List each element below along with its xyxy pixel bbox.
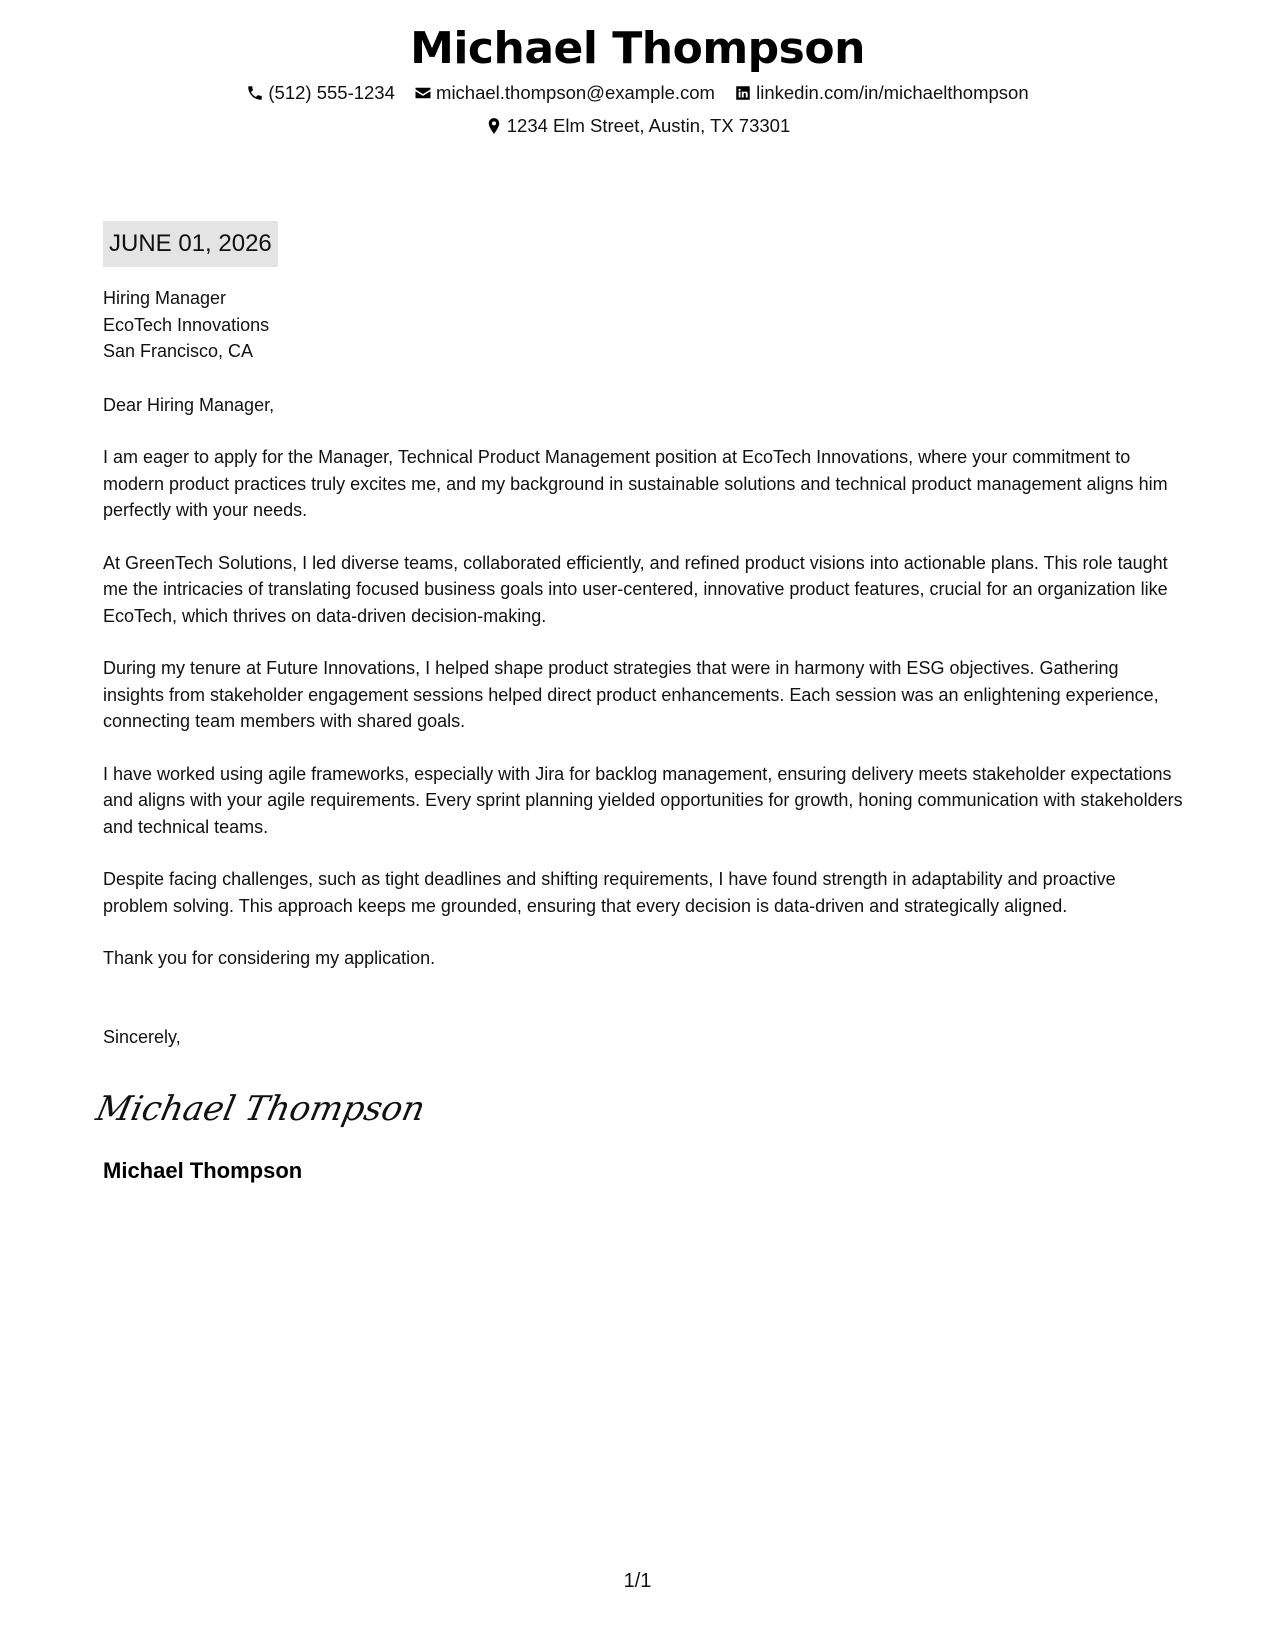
address-text: 1234 Elm Street, Austin, TX 73301	[506, 115, 791, 136]
address-contact	[485, 111, 791, 141]
recipient-location: San Francisco, CA	[103, 341, 254, 361]
sender-name: Michael Thompson	[410, 23, 865, 74]
body-paragraph: I am eager to apply for the Manager, Technical Product Management position at EcoTech Innovations, where your commitment to modern product practices truly excites me, and my background in sustainable solutions and technical product management aligns him perfectly with your needs.	[103, 447, 1168, 520]
envelope-icon	[414, 84, 432, 102]
body-paragraph: I have worked using agile frameworks, especially with Jira for backlog management, ensuring delivery meets stakeholder expectations and aligns with your agile requirements. Every sprint planning yielded opportunities for growth, honing communication with stakeholders and technical teams.	[103, 763, 1183, 837]
address-line	[0, 111, 1275, 144]
contact-line	[0, 78, 1275, 111]
body-paragraph: At GreenTech Solutions, I led diverse teams, collaborated efficiently, and refined product visions into actionable plans. This role taught me the intricacies of translating focused business goals into user-centered, innovative product features, crucial for an organization like EcoTech, which thrives on data-driven decision-making.	[103, 552, 1168, 626]
salutation: Dear Hiring Manager,	[103, 394, 275, 415]
letter-date: JUNE 01, 2026	[103, 221, 278, 267]
phone-text: (512) 555-1234	[268, 82, 395, 103]
letter-body	[92, 285, 1183, 1186]
closing: Sincerely,	[103, 1026, 181, 1047]
signature	[92, 1080, 429, 1140]
body-paragraph: Despite facing challenges, such as tight deadlines and shifting requirements, I have found strength in adaptability and proactive problem solving. This approach keeps me grounded, ensuring that every decision is data-driven and strategically aligned.	[103, 869, 1116, 916]
email-contact	[414, 78, 715, 108]
page-number: 1/1	[623, 1570, 652, 1592]
phone-icon	[246, 84, 264, 102]
body-paragraph: During my tenure at Future Innovations, I helped shape product strategies that were in harmony with ESG objectives. Gathering insights from stakeholder engagement sessions helped direct product enhancements. Each session was an enlightening experience, connecting team members with shared goals.	[103, 658, 1159, 731]
linkedin-icon	[734, 84, 752, 102]
linkedin-contact	[734, 78, 1029, 108]
recipient-company: EcoTech Innovations	[103, 314, 270, 335]
signature-text: Michael Thompson	[92, 1089, 429, 1129]
body-paragraph: Thank you for considering my application.	[103, 948, 436, 968]
linkedin-text: linkedin.com/in/michaelthompson	[756, 82, 1029, 103]
email-text: michael.thompson@example.com	[436, 82, 715, 103]
signed-name: Michael Thompson	[103, 1158, 303, 1183]
phone-contact	[246, 78, 395, 108]
recipient-title: Hiring Manager	[103, 288, 227, 308]
recipient-block	[103, 285, 1183, 365]
map-marker-icon	[485, 117, 503, 135]
letter-header	[0, 20, 1275, 144]
